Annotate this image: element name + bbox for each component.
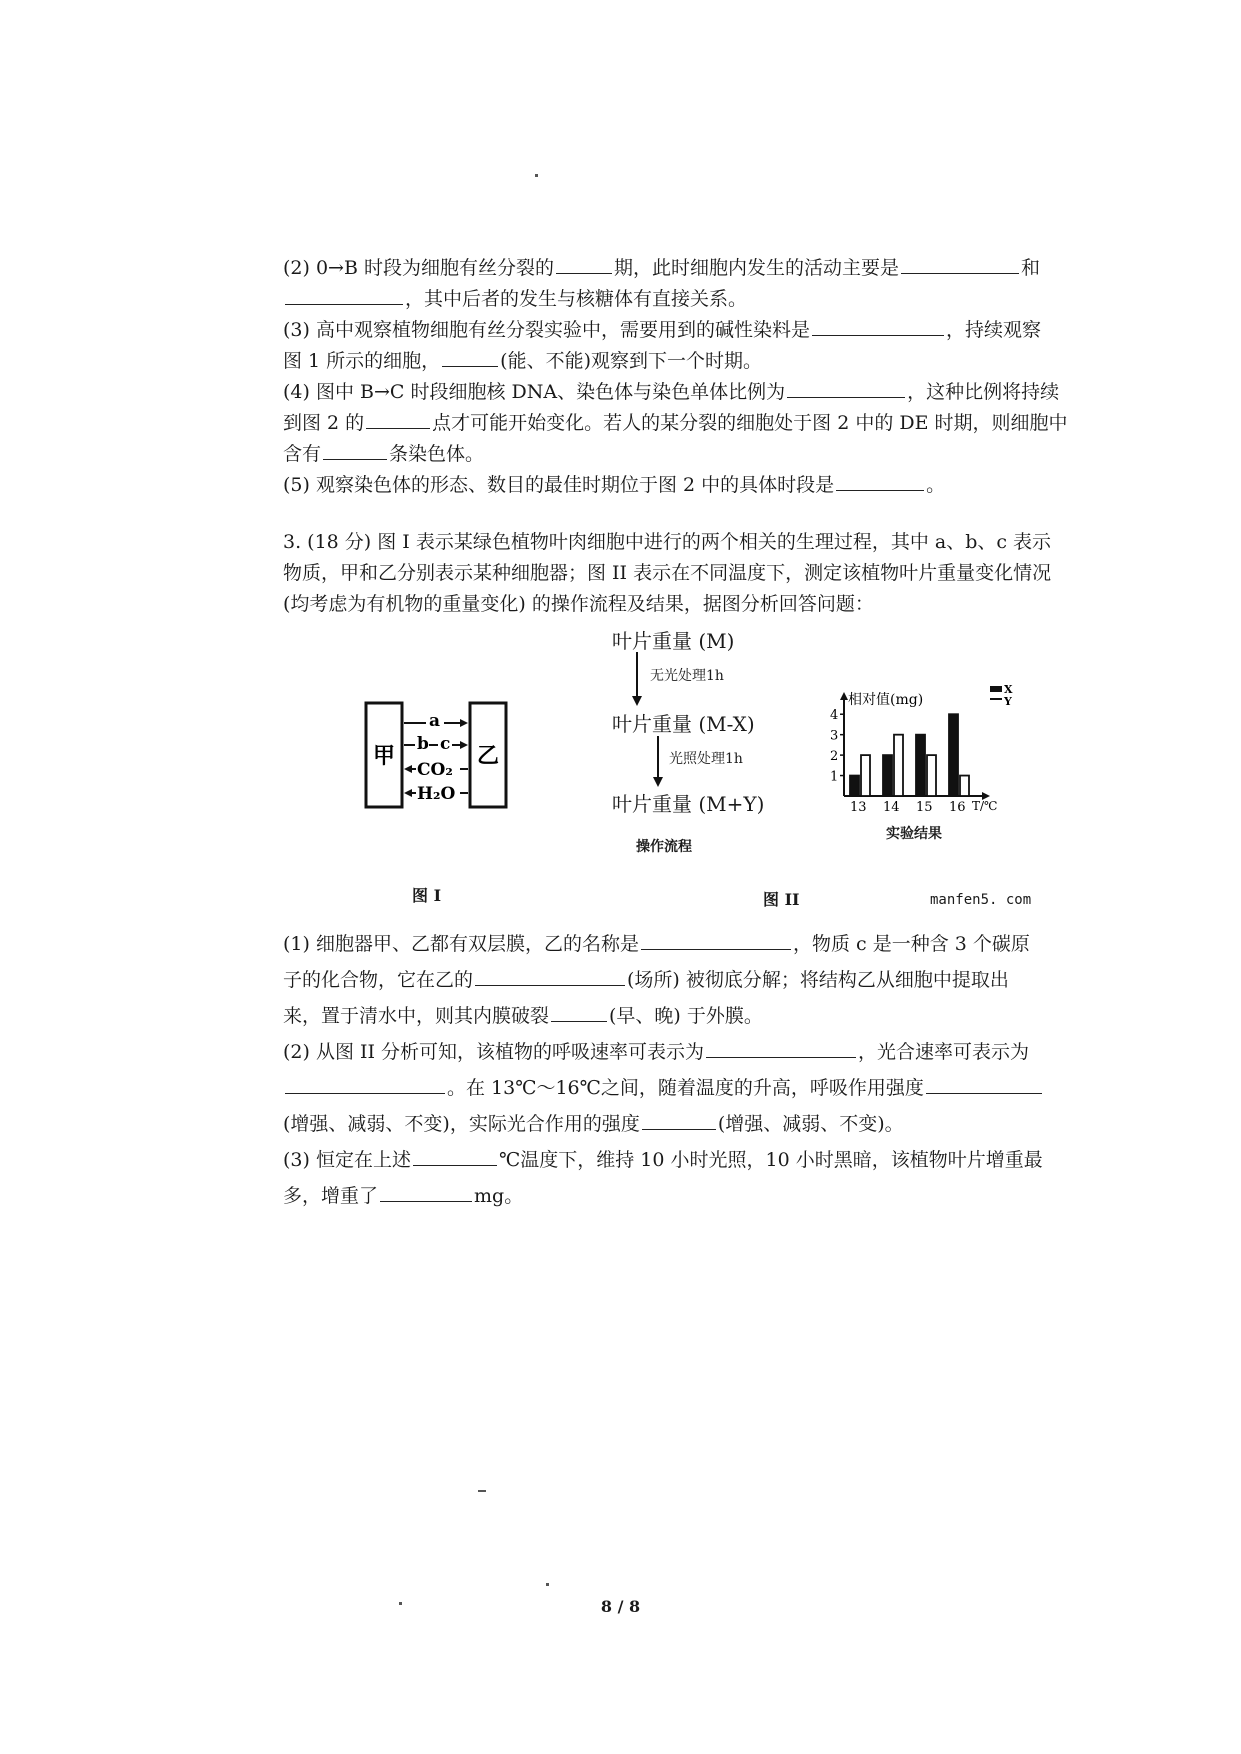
q3-intro-line1: 3. (18 分) 图 I 表示某绿色植物叶肉细胞中进行的两个相关的生理过程，其中 a、b、c 表示 <box>283 531 1052 553</box>
chart-caption: 实验结果 <box>886 826 942 842</box>
q3-intro-line3: (均考虑为有机物的重量变化) 的操作流程及结果，据图分析回答问题： <box>283 593 874 615</box>
q3-part1-line2: 子的化合物，它在乙的 (场所) 被彻底分解；将结构乙从细胞中提取出 <box>283 969 1009 991</box>
chart-y-tick-label: 4 <box>830 708 839 724</box>
chart-bar-Y-14 <box>894 735 903 796</box>
legend-swatch-Y <box>990 698 1002 700</box>
q2-part5: (5) 观察染色体的形态、数目的最佳时期位于图 2 中的具体时段是 。 <box>283 474 946 496</box>
q3-part2-line2: 。在 13℃～16℃之间，随着温度的升高，呼吸作用强度 <box>283 1073 1044 1103</box>
q3-part3-line2: 多，增重了 mg。 <box>283 1185 524 1207</box>
q3-part2-line3: (增强、减弱、不变)，实际光合作用的强度 (增强、减弱、不变)。 <box>283 1113 904 1135</box>
chart-y-tick-label: 1 <box>830 769 839 785</box>
q3-part1-line3: 来，置于清水中，则其内膜破裂 (早、晚) 于外膜。 <box>283 1005 763 1027</box>
chart-x-tick-label: 15 <box>916 800 933 815</box>
chart-y-tick-label: 2 <box>830 749 839 765</box>
organelle-jia-label: 甲 <box>373 743 396 769</box>
q3-part2-line1: (2) 从图 II 分析可知，该植物的呼吸速率可表示为 ，光合速率可表示为 <box>283 1041 1030 1063</box>
q3-part3-line1: (3) 恒定在上述 ℃温度下，维持 10 小时光照，10 小时黑暗，该植物叶片增重最 <box>283 1149 1043 1171</box>
figure-2-caption: 图 II <box>763 890 800 909</box>
substance-c: c <box>440 734 451 754</box>
watermark-text: manfen5. com <box>930 892 1032 908</box>
q2-part4-line1: (4) 图中 B→C 时段细胞核 DNA、染色体与染色单体比例为 ，这种比例将持续 <box>283 381 1060 403</box>
flow-step-dark: 无光处理1h <box>650 668 724 684</box>
flow-arrow-2 <box>651 736 665 788</box>
q3-intro-line2: 物质，甲和乙分别表示某种细胞器；图 II 表示在不同温度下，测定该植物叶片重量变化情况 <box>283 562 1052 584</box>
chart-bar-Y-16 <box>960 776 969 796</box>
figure-1-caption: 图 I <box>412 886 442 905</box>
flow-weight-2: 叶片重量 (M-X) <box>612 712 755 736</box>
q2-part2-line1: (2) 0→B 时段为细胞有丝分裂的 期，此时细胞内发生的活动主要是 和 <box>283 257 1040 279</box>
flow-weight-1: 叶片重量 (M) <box>612 629 735 653</box>
speck <box>478 1490 486 1492</box>
legend-label-Y: Y <box>1004 695 1012 708</box>
chart-bar-X-16 <box>949 714 958 796</box>
chart-ylabel: 相对值(mg) <box>848 692 924 708</box>
chart-legend <box>990 683 1013 708</box>
q2-part2-line2: ，其中后者的发生与核糖体有直接关系。 <box>283 284 747 314</box>
chart-x-tick-label: 16 <box>949 800 966 815</box>
flow-caption: 操作流程 <box>636 839 692 855</box>
q2-part4-line3: 含有 条染色体。 <box>283 443 485 465</box>
chart-x-tick-label: 13 <box>850 800 867 815</box>
chart-y-arrow <box>840 692 848 700</box>
substance-h2o: H₂O <box>417 784 456 804</box>
chart-bar-Y-15 <box>927 755 936 796</box>
page-number: 8 / 8 <box>600 1597 641 1616</box>
speck <box>546 1583 549 1586</box>
q2-part3-line1: (3) 高中观察植物细胞有丝分裂实验中，需要用到的碱性染料是 ，持续观察 <box>283 319 1041 341</box>
chart-bars <box>850 714 969 796</box>
chart-x-tick-label: 14 <box>883 800 900 815</box>
chart-bar-X-13 <box>850 776 859 796</box>
chart-y-tick-label: 3 <box>830 728 839 744</box>
substance-b: b <box>417 734 429 754</box>
results-bar-chart <box>820 683 1030 818</box>
figure-1-diagram <box>360 695 520 815</box>
substance-a: a <box>429 711 441 731</box>
chart-bar-X-15 <box>916 735 925 796</box>
substance-co2: CO₂ <box>417 760 453 780</box>
organelle-yi-label: 乙 <box>477 743 500 769</box>
q2-part3-line2: 图 1 所示的细胞， (能、不能)观察到下一个时期。 <box>283 350 762 372</box>
legend-swatch-X <box>990 686 1002 692</box>
chart-bar-Y-13 <box>861 755 870 796</box>
flow-arrow-1 <box>630 652 644 707</box>
flow-step-light: 光照处理1h <box>669 751 743 767</box>
q3-part1-line1: (1) 细胞器甲、乙都有双层膜，乙的名称是 ，物质 c 是一种含 3 个碳原 <box>283 933 1030 955</box>
legend-label-X: X <box>1004 683 1013 696</box>
chart-bar-X-14 <box>883 755 892 796</box>
chart-xlabel: T/℃ <box>972 799 998 813</box>
speck <box>535 174 538 177</box>
flow-weight-3: 叶片重量 (M+Y) <box>612 792 765 816</box>
q2-part4-line2: 到图 2 的 点才可能开始变化。若人的某分裂的细胞处于图 2 中的 DE 时期，则细胞中 <box>283 412 1068 434</box>
